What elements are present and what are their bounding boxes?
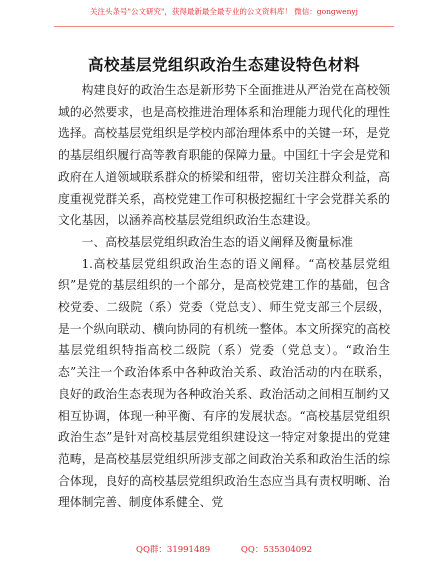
document-title: 高校基层党组织政治生态建设特色材料	[87, 56, 360, 74]
intro-paragraph: 构建良好的政治生态是新形势下全面推进从严治党在高校领域的必然要求，也是高校推进治理体系和治理能力现代化的理性选择。高校基层党组织是学校内部治理体系中的关键一环，是党的基层组织履行高等教育职能的保障力量。中国红十字会是党和政府在人道领域联系群众的桥梁和纽带，密切关注群众利益，高度重视党群关系，高校党建工作可积极挖掘红十字会党群关系的文化基因，以涵养高校基层党组织政治生态建设。	[58, 83, 390, 228]
footer-qq: QQ：535304092	[240, 545, 312, 555]
document-body	[58, 80, 390, 514]
header-divider	[54, 26, 394, 27]
footer-contact	[0, 543, 448, 555]
subsection-paragraph: 1.高校基层党组织政治生态的语义阐释。“高校基层党组织”是党的基层组织的一个部分，是高校党建工作的基础，包含校党委、二级院（系）党委（党总支）、师生党支部三个层级，是一个纵向联动、横向协同的有机统一整体。本文所探究的高校基层党组织特指高校二级院（系）党委（党总支）。“政治生态”关注一个政治体系中各种政治关系、政治活动的内在联系，良好的政治生态表现为各种政治关系、政治活动之间相互制约又相互协调，体现一种平衡、有序的发展状态。“高校基层党组织政治生态”是针对高校基层党组织建设这一特定对象提出的党建范畴，是高校基层党组织所涉支部之间政治关系和政治生活的综合体现，良好的高校基层党组织政治生态应当具有责权明晰、治理体制完善、制度体系健全、党	[58, 256, 390, 510]
section-heading: 一、高校基层党组织政治生态的语义阐释及衡量标准	[81, 234, 353, 249]
footer-qq-group: QQ群：31991489	[135, 545, 211, 555]
header-banner: 关注头条号"公文研究"，获得最新最全最专业的公文资料库！ 微信：gongwenyj	[90, 7, 358, 16]
